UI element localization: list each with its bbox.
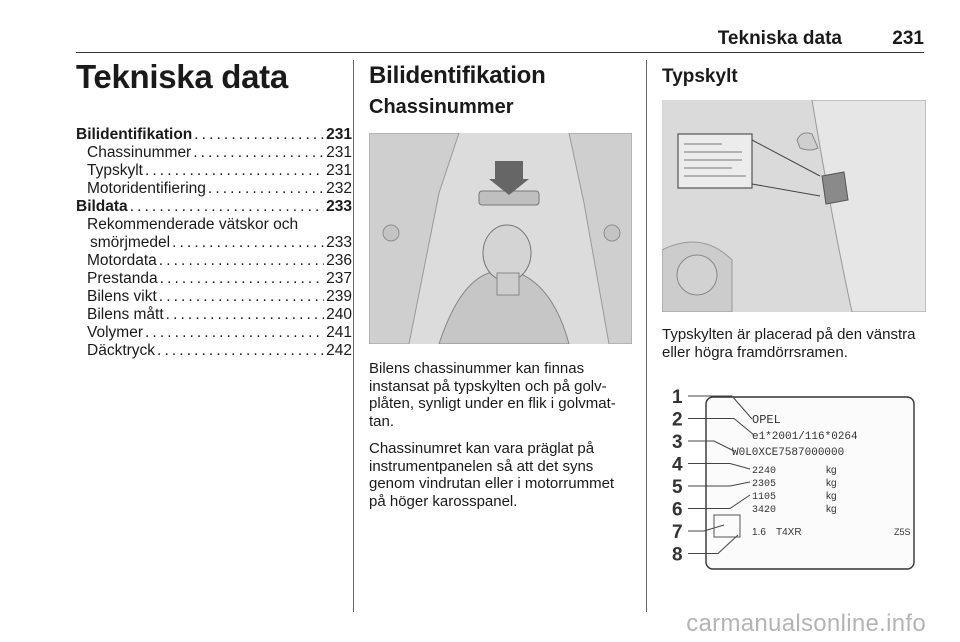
plate-unit-2: kg	[826, 478, 837, 489]
plate-bottom-left: 1.6	[752, 527, 766, 538]
plate-bottom-mid: T4XR	[776, 527, 802, 538]
plate-weight-3: 1105	[752, 492, 777, 503]
vin-paragraph-1: Bilens chassinummer kan finnas instansat på typskylten och på golv-plåten, synligt under en flik i golvmat-tan.	[369, 360, 616, 430]
door-frame-illustration	[662, 100, 926, 312]
plate-weight-1: 2240	[752, 466, 777, 477]
toc-entry[interactable]	[76, 270, 352, 288]
toc-list	[76, 126, 352, 360]
toc-leader-dots	[160, 270, 324, 288]
callout-number: 6	[672, 499, 683, 521]
type-plate-svg	[662, 375, 926, 586]
toc-leader-dots	[194, 126, 324, 144]
toc-entry-label: Prestanda	[87, 270, 158, 287]
toc-leader-dots	[208, 180, 324, 198]
toc-leader-dots	[130, 198, 324, 216]
toc-entry[interactable]	[76, 180, 352, 198]
plate-bottom-right: Z5S	[894, 527, 911, 537]
toc-entry-page: 231	[326, 144, 352, 161]
toc-entry-page: 241	[326, 324, 352, 341]
toc-entry-page: 242	[326, 342, 352, 359]
toc-entry-page: 233	[326, 234, 352, 251]
callout-number: 1	[672, 387, 683, 408]
toc-entry-page: 240	[326, 306, 352, 323]
type-plate-column	[662, 66, 926, 586]
toc-entry-page: 231	[326, 162, 352, 179]
toc-entry-page: 231	[326, 126, 352, 143]
running-header	[76, 26, 924, 53]
callout-number: 8	[672, 544, 683, 566]
toc-entry-page: 237	[326, 270, 352, 287]
toc-leader-dots	[172, 234, 324, 252]
toc-column	[76, 58, 352, 360]
chapter-title: Tekniska data	[76, 58, 288, 95]
toc-entry[interactable]	[76, 144, 352, 162]
toc-leader-dots	[159, 252, 324, 270]
toc-entry-page: 232	[326, 180, 352, 197]
toc-entry[interactable]	[76, 288, 352, 306]
plate-line-2: e1*2001/116*0264	[752, 431, 858, 443]
typeplate-paragraph: Typskylten är placerad på den vänstra eller högra framdörrsramen.	[662, 326, 916, 361]
header-title: Tekniska data	[717, 28, 842, 49]
plate-unit-4: kg	[826, 504, 837, 515]
toc-entry-page: 233	[326, 198, 352, 215]
plate-unit-3: kg	[826, 491, 837, 502]
toc-entry[interactable]	[76, 216, 352, 234]
toc-entry[interactable]	[76, 126, 352, 144]
toc-entry[interactable]	[76, 252, 352, 270]
callout-number: 3	[672, 432, 683, 453]
toc-entry-label: Chassinummer	[87, 144, 192, 161]
column-divider	[646, 60, 647, 612]
toc-entry-label: Rekommenderade vätskor och	[87, 216, 299, 233]
callout-number: 2	[672, 409, 683, 431]
toc-entry-label: Motoridentifiering	[87, 180, 206, 197]
toc-entry-label: Däcktryck	[87, 342, 156, 359]
toc-entry-page: 239	[326, 288, 352, 305]
plate-weight-4: 3420	[752, 505, 777, 516]
toc-entry-label: Motordata	[87, 252, 157, 269]
toc-leader-dots	[145, 162, 324, 180]
toc-entry-label: smörjmedel	[90, 234, 171, 251]
section-title: Bilidentifikation	[369, 62, 546, 89]
toc-entry-label: Typskylt	[87, 162, 143, 179]
toc-leader-dots	[145, 324, 324, 342]
subsection-title-vin: Chassinummer	[369, 96, 514, 118]
toc-leader-dots	[166, 306, 324, 324]
subsection-title-typeplate: Typskylt	[662, 66, 738, 87]
vin-column	[369, 62, 634, 520]
toc-entry-page: 236	[326, 252, 352, 269]
callout-number: 4	[672, 454, 683, 476]
callout-number: 7	[672, 522, 683, 543]
type-plate-diagram	[662, 375, 926, 586]
toc-leader-dots	[193, 144, 324, 162]
toc-leader-dots	[159, 288, 324, 306]
toc-entry-label: Bilens mått	[87, 306, 164, 323]
toc-entry[interactable]	[76, 324, 352, 342]
plate-unit-1: kg	[826, 465, 837, 476]
toc-entry-label: Bilens vikt	[87, 288, 157, 305]
toc-entry[interactable]	[76, 162, 352, 180]
gear-shift-illustration	[369, 133, 632, 344]
toc-entry[interactable]	[76, 234, 352, 252]
watermark-url: carmanualsonline.info	[686, 610, 926, 637]
toc-entry[interactable]	[76, 198, 352, 216]
plate-line-3: W0L0XCE7587000000	[732, 447, 845, 459]
plate-weight-2: 2305	[752, 479, 777, 490]
toc-entry[interactable]	[76, 342, 352, 360]
callout-number: 5	[672, 477, 683, 498]
vin-location-illustration	[369, 133, 632, 344]
toc-entry-label: Volymer	[87, 324, 143, 341]
plate-line-1: OPEL	[752, 413, 781, 427]
toc-leader-dots	[157, 342, 324, 360]
column-divider	[353, 60, 354, 612]
page-number: 231	[892, 28, 924, 49]
toc-entry-label: Bilidentifikation	[76, 126, 193, 143]
toc-entry-label: Bildata	[76, 198, 128, 215]
vin-paragraph-2: Chassinumret kan vara präglat på instrumentpanelen så att det syns genom vindrutan eller i motorrummet på höger karosspanel.	[369, 440, 615, 510]
toc-entry[interactable]	[76, 306, 352, 324]
type-plate-location-illustration	[662, 100, 926, 312]
